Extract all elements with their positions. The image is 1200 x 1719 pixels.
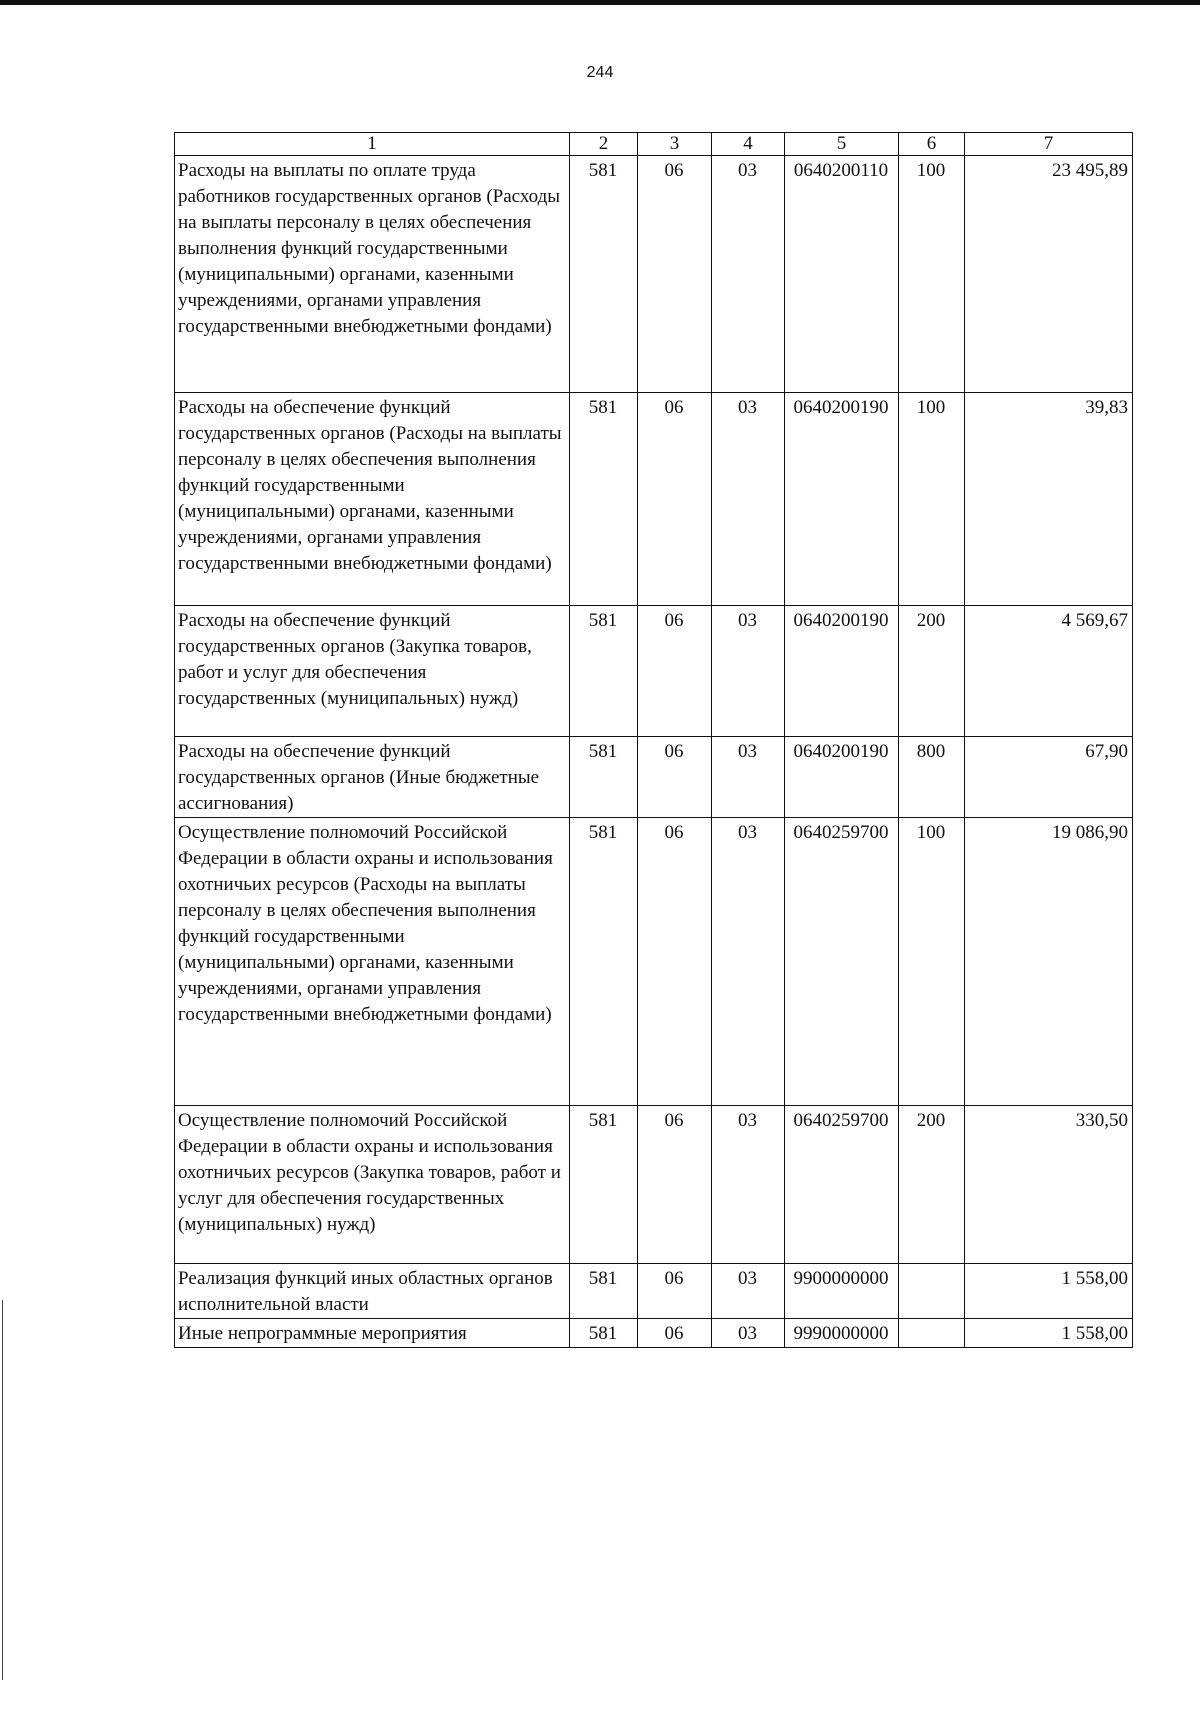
csr-cell: 0640200190: [785, 737, 899, 818]
razdel-cell: 06: [638, 606, 712, 737]
table-row: [175, 1264, 1133, 1319]
table-row: [175, 393, 1133, 606]
ved-cell: 581: [570, 606, 638, 737]
csr-cell: 0640259700: [785, 1106, 899, 1264]
podrazdel-cell: 03: [712, 393, 785, 606]
ved-cell: 581: [570, 737, 638, 818]
podrazdel-cell: 03: [712, 1264, 785, 1319]
table-row: [175, 818, 1133, 1106]
razdel-cell: 06: [638, 1319, 712, 1348]
header-cell-2: 2: [570, 133, 638, 156]
podrazdel-cell: 03: [712, 737, 785, 818]
vr-cell: 800: [899, 737, 965, 818]
csr-cell: 0640200110: [785, 156, 899, 393]
table-row: [175, 737, 1133, 818]
sum-cell: 67,90: [965, 737, 1133, 818]
ved-cell: 581: [570, 818, 638, 1106]
row-name-cell: Осуществление полномочий Российской Федерации в области охраны и использования охотничьих ресурсов (Расходы на выплаты персоналу в целях обеспечения выполнения функций государственными (муниципальными) органами, казенными учреждениями, органами управления государственными внебюджетными фондами): [175, 818, 570, 1106]
header-cell-7: 7: [965, 133, 1133, 156]
row-name-cell: Расходы на обеспечение функций государственных органов (Иные бюджетные ассигнования): [175, 737, 570, 818]
header-row: [175, 133, 1133, 156]
sum-cell: 23 495,89: [965, 156, 1133, 393]
razdel-cell: 06: [638, 1106, 712, 1264]
ved-cell: 581: [570, 1106, 638, 1264]
csr-cell: 0640259700: [785, 818, 899, 1106]
razdel-cell: 06: [638, 1264, 712, 1319]
podrazdel-cell: 03: [712, 1106, 785, 1264]
table-row: [175, 606, 1133, 737]
table-row: [175, 1319, 1133, 1348]
budget-table: [174, 132, 1133, 1348]
vr-cell: 200: [899, 1106, 965, 1264]
vr-cell: [899, 1264, 965, 1319]
sum-cell: 1 558,00: [965, 1319, 1133, 1348]
podrazdel-cell: 03: [712, 1319, 785, 1348]
header-cell-1: 1: [175, 133, 570, 156]
razdel-cell: 06: [638, 818, 712, 1106]
page-number: 244: [586, 64, 614, 81]
row-name-cell: Реализация функций иных областных органов исполнительной власти: [175, 1264, 570, 1319]
header-cell-6: 6: [899, 133, 965, 156]
podrazdel-cell: 03: [712, 156, 785, 393]
csr-cell: 0640200190: [785, 393, 899, 606]
csr-cell: 0640200190: [785, 606, 899, 737]
razdel-cell: 06: [638, 393, 712, 606]
table-row: [175, 156, 1133, 393]
vr-cell: 100: [899, 818, 965, 1106]
header-cell-4: 4: [712, 133, 785, 156]
ved-cell: 581: [570, 393, 638, 606]
row-name-cell: Расходы на обеспечение функций государственных органов (Закупка товаров, работ и услуг для обеспечения государственных (муниципальных) нужд): [175, 606, 570, 737]
row-name-cell: Расходы на обеспечение функций государственных органов (Расходы на выплаты персоналу в целях обеспечения выполнения функций государственными (муниципальными) органами, казенными учреждениями, органами управления государственными внебюджетными фондами): [175, 393, 570, 606]
vr-cell: 200: [899, 606, 965, 737]
ved-cell: 581: [570, 1264, 638, 1319]
row-name-cell: Иные непрограммные мероприятия: [175, 1319, 570, 1348]
ved-cell: 581: [570, 156, 638, 393]
top-border-line: [0, 0, 1200, 5]
ved-cell: 581: [570, 1319, 638, 1348]
vr-cell: 100: [899, 393, 965, 606]
sum-cell: 330,50: [965, 1106, 1133, 1264]
row-name-cell: Расходы на выплаты по оплате труда работников государственных органов (Расходы на выплаты персоналу в целях обеспечения выполнения функций государственными (муниципальными) органами, казенными учреждениями, органами управления государственными внебюджетными фондами): [175, 156, 570, 393]
sum-cell: 4 569,67: [965, 606, 1133, 737]
csr-cell: 9990000000: [785, 1319, 899, 1348]
razdel-cell: 06: [638, 737, 712, 818]
vr-cell: 100: [899, 156, 965, 393]
sum-cell: 19 086,90: [965, 818, 1133, 1106]
header-cell-3: 3: [638, 133, 712, 156]
row-name-cell: Осуществление полномочий Российской Федерации в области охраны и использования охотничьих ресурсов (Закупка товаров, работ и услуг для обеспечения государственных (муниципальных) нужд): [175, 1106, 570, 1264]
scan-edge-mark: [2, 1300, 3, 1680]
razdel-cell: 06: [638, 156, 712, 393]
header-cell-5: 5: [785, 133, 899, 156]
podrazdel-cell: 03: [712, 606, 785, 737]
csr-cell: 9900000000: [785, 1264, 899, 1319]
sum-cell: 1 558,00: [965, 1264, 1133, 1319]
podrazdel-cell: 03: [712, 818, 785, 1106]
vr-cell: [899, 1319, 965, 1348]
sum-cell: 39,83: [965, 393, 1133, 606]
table-row: [175, 1106, 1133, 1264]
